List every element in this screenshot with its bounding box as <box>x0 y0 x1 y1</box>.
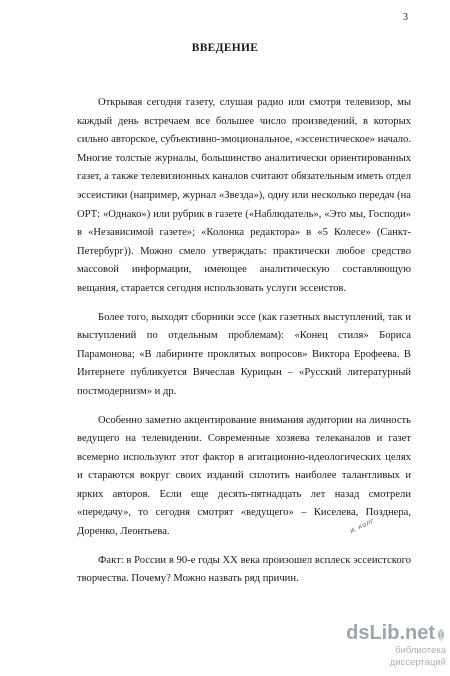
leaf-icon <box>436 628 446 642</box>
page-number: 3 <box>403 12 408 23</box>
paragraph-1: Открывая сегодня газету, слушая радио или смотря телевизор, мы каждый день встречаем все большее число произведений, в которых сильно авторское, субъективно-эмоциональное, «эссеистическое» начало. Многие толстые журналы, большинство аналитически ориентированных газет, а также телевизионных каналов считают обязательным иметь отдел эссеистики (например, журнал «Звезда»), одну или несколько передач (на ОРТ: «Однако») или рубрик в газете («Наблюдатель», «Это мы, Господи» в «Независимой газете»; «Колонка редактора» в «5 Колесе» (Санкт-Петербург)). Можно смело утверждать: практически любое средство массовой информации, имеющее аналитическую составляющую вещания, старается сегодня использовать услуги эссеистов. <box>77 97 411 294</box>
watermark-logo <box>346 623 446 645</box>
handwritten-note: и. колг <box>348 516 376 535</box>
paragraph-3: Особенно заметно акцентирование внимания аудитории на личность ведущего на телевидении. Современные хозяева телеканалов и газет всемерно используют этот фактор в агитационно-идеологических целях и стараются вокруг своих изданий сплотить наиболее талантливых и ярких авторов. Если еще десять-пятнадцать лет назад смотрели «передачу», то сегодня смотрят «ведущего» – Киселева, Позднера, Доренко, Леонтьева. <box>77 414 411 538</box>
page-title: ВВЕДЕНИЕ <box>191 42 259 54</box>
watermark <box>346 623 446 669</box>
watermark-brand: dsLib.net <box>346 622 435 644</box>
paragraph-2: Более того, выходят сборники эссе (как газетных выступлений, так и выступлений по отдельным проблемам): «Конец стиля» Бориса Парамонова; «В лабиринте проклятых вопросов» Виктора Ерофеева. В Интернете публикуется Вячеслав Курицын – «Русский литературный постмодернизм» и др. <box>77 311 411 397</box>
paragraph-4: Факт: в России в 90-е годы XX века произошел всплеск эссеистского творчества. Почему? Можно назвать ряд причин. <box>77 554 411 585</box>
watermark-caption: библиотека диссертаций <box>389 645 446 668</box>
